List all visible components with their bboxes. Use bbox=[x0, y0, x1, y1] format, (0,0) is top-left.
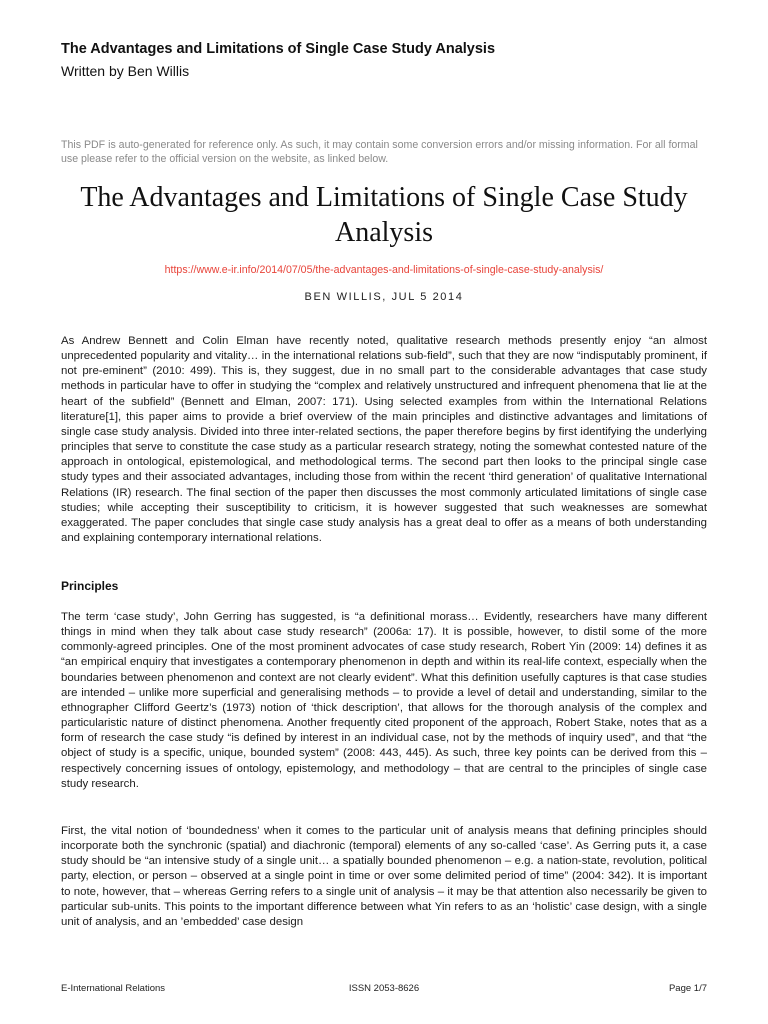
article-byline: BEN WILLIS, JUL 5 2014 bbox=[304, 291, 464, 303]
section-heading-principles: Principles bbox=[61, 579, 119, 593]
footer-page-number: Page 1/7 bbox=[668, 983, 707, 994]
header-author: Written by Ben Willis bbox=[61, 63, 190, 79]
footer-issn: ISSN 2053-8626 bbox=[348, 983, 420, 994]
body-paragraph-principles-2: First, the vital notion of ‘boundedness’ when it comes to the particular unit of analysis means that defining principles should incorporate both the synchronic (spatial) and diachronic (temporal) elements of any so-called ‘case’. As Gerring puts it, a case study should be “an intensive study of a single unit… a spatially bounded phenomenon – e.g. a nation-state, revolution, political party, election, or person – observed at a single point in time or over some delimited period of time” (2004: 342). It is important to note, however, that – whereas Gerring refers to a single unit of analysis – it may be that attention also necessarily be given to particular sub-units. This points to the important difference between what Yin refers to as an ‘holistic’ case design, with a single unit of analysis, and an ’embedded’ case design bbox=[61, 825, 707, 928]
footer-publisher: E-International Relations bbox=[61, 983, 166, 994]
disclaimer-text: This PDF is auto-generated for reference only. As such, it may contain some conversion errors and/or missing information. For all formal use please refer to the official version on the website, as linked below. bbox=[61, 139, 698, 165]
article-title: The Advantages and Limitations of Single Case Study Analysis bbox=[80, 182, 688, 248]
source-url-link[interactable]: https://www.e-ir.info/2014/07/05/the-advantages-and-limitations-of-single-case-study-analysis/ bbox=[164, 264, 604, 276]
header-title: The Advantages and Limitations of Single Case Study Analysis bbox=[61, 41, 496, 57]
body-paragraph-principles-1: The term ‘case study’, John Gerring has suggested, is “a definitional morass… Evidently, researchers have many different things in mind when they talk about case study research” (2006a: 17). It is possible, however, to distil some of the more commonly-agreed principles. One of the most prominent advocates of case study research, Robert Yin (2009: 14) defines it as “an empirical enquiry that investigates a contemporary phenomenon in depth and within its real-life context, especially when the boundaries between phenomenon and context are not clearly evident”. What this definition usefully captures is that case studies are intended – unlike more superficial and generalising methods – to provide a level of detail and understanding, similar to the ethnographer Clifford Geertz’s (1973) notion of ‘thick description’, that allows for the thorough analysis of the complex and particularistic nature of distinct phenomena. Another frequently cited proponent of the approach, Robert Stake, notes that as a form of research the case study “is defined by interest in an individual case, not by the methods of inquiry used”, and that “the object of study is a specific, unique, bounded system” (2008: 443, 445). As such, three key points can be derived from this – respectively concerning issues of ontology, epistemology, and methodology – that are central to the principles of single case study research. bbox=[61, 611, 707, 790]
body-paragraph-intro: As Andrew Bennett and Colin Elman have recently noted, qualitative research methods presently enjoy “an almost unprecedented popularity and vitality… in the international relations sub-field”, such that they are now “indisputably prominent, if not pre-eminent” (2010: 499). This is, they suggest, due in no small part to the considerable advantages that case study methods in particular have to offer in studying the “complex and relatively unstructured and infrequent phenomena that lie at the heart of the subfield” (Bennett and Elman, 2007: 171). Using selected examples from within the International Relations literature[1], this paper aims to provide a brief overview of the main principles and distinctive advantages and limitations of single case study analysis. Divided into three inter-related sections, the paper therefore begins by first identifying the underlying principles that serve to constitute the case study as a particular research strategy, noting the somewhat contested nature of the approach in ontological, epistemological, and methodological terms. The second part then looks to the principal single case study types and their associated advantages, including those from within the recent ‘third generation’ of qualitative International Relations (IR) research. The final section of the paper then discusses the most commonly articulated limitations of single case studies; while accepting their susceptibility to criticism, it is however suggested that such weaknesses are somewhat exaggerated. The paper concludes that single case study analysis has a great deal to offer as a means of both understanding and explaining contemporary international relations. bbox=[61, 335, 707, 545]
